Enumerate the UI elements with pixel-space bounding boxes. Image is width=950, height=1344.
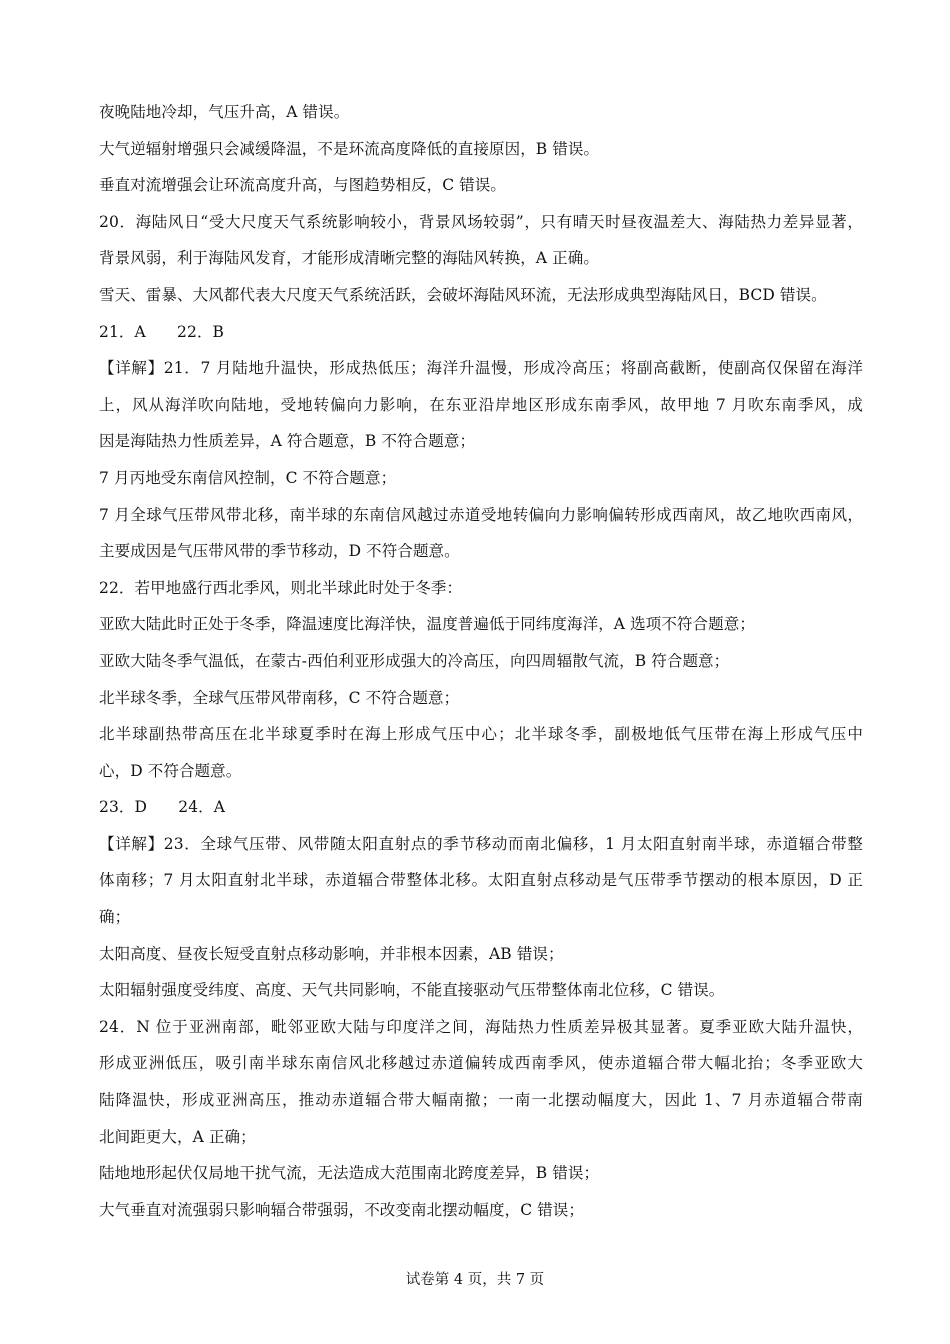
text-line: 24．N 位于亚洲南部，毗邻亚欧大陆与印度洋之间，海陆热力性质差异极其显著。夏季亚欧大陆升温快， [99,1017,863,1036]
text-line: 北半球冬季，全球气压带风带南移，C 不符合题意； [99,688,460,707]
text-line: 陆地地形起伏仅局地干扰气流，无法造成大范围南北跨度差异，B 错误； [99,1164,600,1183]
text-line: 7 月全球气压带风带北移，南半球的东南信风越过赤道受地转偏向力影响偏转形成西南风，故乙地吹西南风， [99,505,863,524]
text-line: 因是海陆热力性质差异，A 符合题意，B 不符合题意； [99,432,476,451]
text-line: 22．若甲地盛行西北季风，则北半球此时处于冬季： [99,578,463,597]
text-line: 背景风弱，利于海陆风发育，才能形成清晰完整的海陆风转换，A 正确。 [99,249,599,268]
text-line: 大气逆辐射增强只会减缓降温，不是环流高度降低的直接原因，B 错误。 [99,139,600,158]
text-line: 陆降温快，形成亚洲高压，推动赤道辐合带大幅南撤；一南一北摆动幅度大，因此 1、7 月赤道辐合带南 [99,1091,863,1110]
text-line: 亚欧大陆冬季气温低，在蒙古-西伯利亚形成强大的冷高压，向四周辐散气流，B 符合题意； [99,651,730,670]
page-footer: 试卷第 4 页，共 7 页 [405,1272,545,1288]
text-line: 太阳辐射强度受纬度、高度、天气共同影响，不能直接驱动气压带整体南北位移，C 错误。 [99,981,725,1000]
text-line: 【详解】21．7 月陆地升温快，形成热低压；海洋升温慢，形成冷高压；将副高截断，使副高仅保留在海洋 [99,359,863,378]
text-line: 形成亚洲低压，吸引南半球东南信风北移越过赤道偏转成西南季风，使赤道辐合带大幅北抬；冬季亚欧大 [99,1054,863,1073]
answer-key-line: 21．A 22．B [99,322,225,341]
text-line: 垂直对流增强会让环流高度升高，与图趋势相反，C 错误。 [99,176,506,195]
text-line: 心，D 不符合题意。 [99,761,242,780]
text-line: 体南移；7 月太阳直射北半球，赤道辐合带整体北移。太阳直射点移动是气压带季节摆动的根本原因，D 正 [99,871,863,890]
text-line: 北半球副热带高压在北半球夏季时在海上形成气压中心；北半球冬季，副极地低气压带在海上形成气压中 [99,725,863,744]
text-line: 20．海陆风日“受大尺度天气系统影响较小，背景风场较弱”，只有晴天时昼夜温差大、海陆热力差异显著， [99,212,863,231]
text-line: 大气垂直对流强弱只影响辐合带强弱，不改变南北摆动幅度，C 错误； [99,1200,584,1219]
text-line: 北间距更大，A 正确； [99,1127,256,1146]
text-line: 夜晚陆地冷却，气压升高，A 错误。 [99,103,350,121]
text-line: 【详解】23．全球气压带、风带随太阳直射点的季节移动而南北偏移，1 月太阳直射南半球，赤道辐合带整 [99,834,863,853]
answer-explanation-text [99,94,863,1228]
text-line: 主要成因是气压带风带的季节移动，D 不符合题意。 [99,542,460,561]
text-line: 7 月丙地受东南信风控制，C 不符合题意； [99,468,397,487]
text-line: 雪天、雷暴、大风都代表大尺度天气系统活跃，会破坏海陆风环流，无法形成典型海陆风日，BCD 错误。 [99,285,827,304]
text-line: 上，风从海洋吹向陆地，受地转偏向力影响，在东亚沿岸地区形成东南季风，故甲地 7 月吹东南季风，成 [99,395,863,414]
answer-key-line: 23．D 24．A [99,798,226,817]
text-line: 太阳高度、昼夜长短受直射点移动影响，并非根本因素，AB 错误； [99,944,564,963]
text-line: 确； [99,908,131,927]
text-line: 亚欧大陆此时正处于冬季，降温速度比海洋快，温度普遍低于同纬度海洋，A 选项不符合题意； [99,615,755,634]
